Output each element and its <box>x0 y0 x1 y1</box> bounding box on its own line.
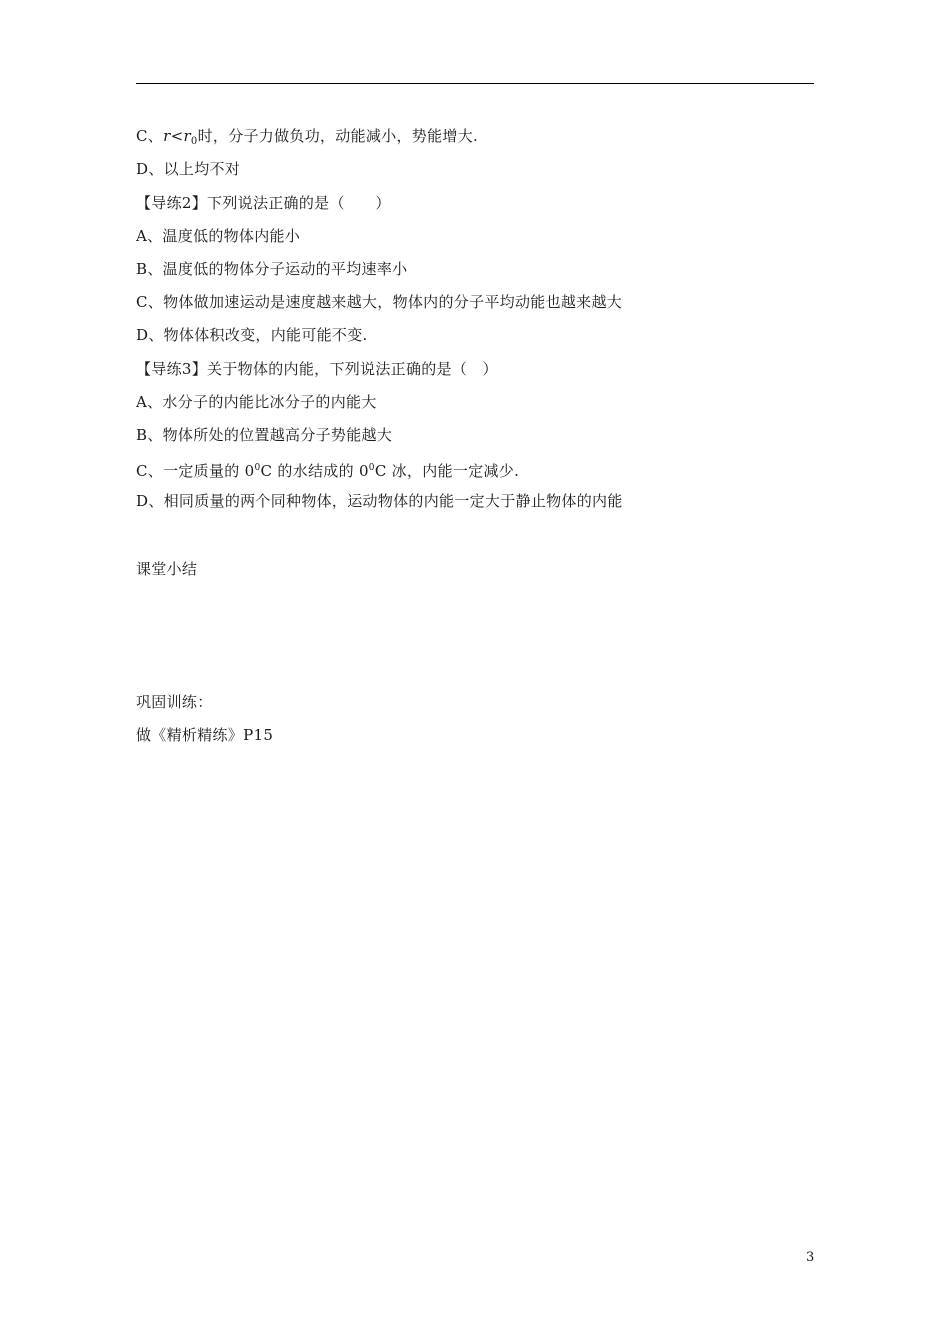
page-number: 3 <box>806 1250 815 1265</box>
exercise-3-title: 【导练3】关于物体的内能，下列说法正确的是（ ） <box>136 360 498 378</box>
degree-superscript: 0 <box>368 463 375 473</box>
consolidation-heading: 巩固训练： <box>136 693 213 711</box>
summary-heading: 课堂小结 <box>136 560 198 578</box>
exercise-3-option-d: D、相同质量的两个同种物体，运动物体的内能一定大于静止物体的内能 <box>136 492 623 510</box>
exercise-3-option-c: C、一定质量的 $0^0C$ 的水结成的 $0^0C$ 冰，内能一定减少. <box>136 462 520 480</box>
exercise-3-option-a: A、水分子的内能比冰分子的内能大 <box>136 393 377 411</box>
header-rule <box>136 83 814 84</box>
consolidation-task: 做《精析精练》P15 <box>136 726 274 744</box>
exercise-2-option-b: B、温度低的物体分子运动的平均速率小 <box>136 260 408 278</box>
option-d-previous: D、以上均不对 <box>136 160 241 178</box>
degree-superscript: 0 <box>254 463 261 473</box>
exercise-3-option-b: B、物体所处的位置越高分子势能越大 <box>136 426 393 444</box>
variable-r: r <box>163 127 171 145</box>
exercise-2-title: 【导练2】下列说法正确的是（ ） <box>136 194 391 212</box>
exercise-2-option-a: A、温度低的物体内能小 <box>136 227 301 245</box>
less-than-sign: < <box>170 127 184 145</box>
option-c-previous: C、$r<r_0$时，分子力做负功，动能减小，势能增大. <box>136 127 479 147</box>
subscript-zero: 0 <box>190 136 198 147</box>
exercise-2-option-d: D、物体体积改变，内能可能不变. <box>136 326 368 344</box>
exercise-2-option-c: C、物体做加速运动是速度越来越大，物体内的分子平均动能也越来越大 <box>136 293 623 311</box>
variable-r0: r <box>183 127 191 145</box>
